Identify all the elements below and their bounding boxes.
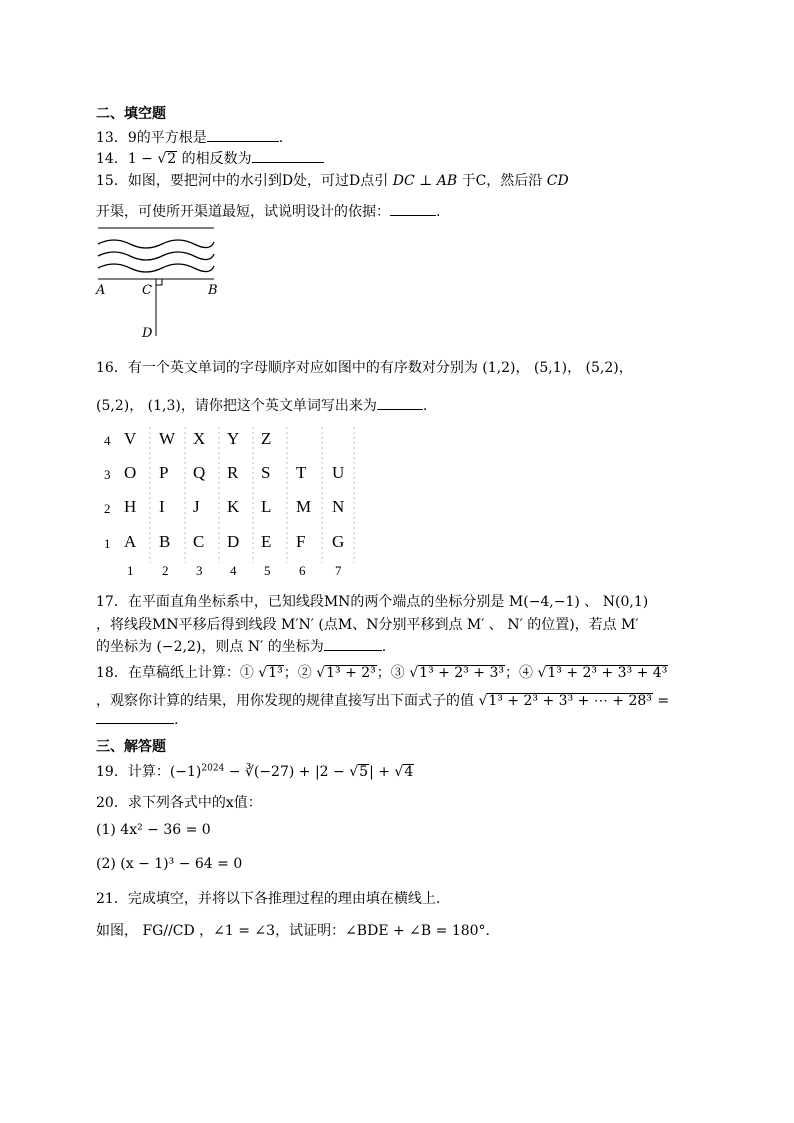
answer-blank[interactable] [377, 396, 423, 410]
grid-letter: U [332, 463, 345, 482]
answer-blank[interactable] [252, 149, 324, 163]
grid-letter: G [332, 532, 345, 551]
grid-letter: O [124, 463, 137, 482]
point-label-a: A [96, 283, 106, 298]
grid-letter: W [159, 429, 176, 448]
grid-y-label: 2 [104, 501, 111, 516]
point-label-b: B [208, 283, 218, 298]
grid-letter: J [193, 497, 200, 516]
grid-x-label: 5 [264, 563, 271, 578]
grid-letter: C [193, 532, 205, 551]
question-20-part1: (1) 4x² − 36 = 0 [96, 822, 211, 838]
grid-x-label: 4 [230, 563, 237, 578]
answer-blank[interactable] [324, 637, 382, 651]
grid-letter: N [332, 497, 345, 516]
question-14: 14．1 − √2 的相反数为 [96, 148, 324, 168]
section-heading-fill-blank: 二、填空题 [96, 106, 166, 122]
question-19: 19．计算：$(-1)^{2024}$ − ∛(−27) + |2 − √5| + √4 [96, 763, 414, 780]
question-13: 13．9的平方根是 . [96, 130, 284, 146]
question-21: 21．完成填空，并将以下各推理过程的理由填在横线上. [96, 891, 441, 907]
grid-letter: Q [193, 463, 206, 482]
grid-letter: A [124, 532, 137, 551]
grid-x-label: 1 [127, 563, 134, 578]
question-17-line2: ，将线段MN平移后得到线段 M′N′ (点M、N分别平移到点 M′ 、 N′ 的位置)，若点 M′ [96, 617, 639, 633]
grid-letter: L [261, 497, 272, 516]
grid-y-label: 4 [104, 433, 111, 448]
grid-x-label: 7 [335, 563, 342, 578]
question-18-line1: 18．在草稿纸上计算：① √1³；② √1³ + 2³；③ √1³ + 2³ + 3³；④ √1³ + 2³ + 3³ + 4³ [96, 665, 668, 681]
grid-letter: Y [227, 429, 240, 448]
grid-letter: X [193, 429, 206, 448]
grid-letter: V [124, 429, 137, 448]
grid-letter: R [227, 463, 239, 482]
grid-x-label: 6 [299, 563, 306, 578]
question-15-line2: 开渠，可使所开渠道最短，试说明设计的依据： . [96, 204, 441, 220]
question-15-line1: 15．如图，要把河中的水引到D处，可过D点引 DC ⊥ AB 于C，然后沿 CD [96, 173, 569, 189]
section-heading-answer: 三、解答题 [96, 739, 166, 755]
question-20: 20．求下列各式中的x值： [96, 795, 262, 811]
question-17-line3: 的坐标为 (−2,2)，则点 N′ 的坐标为 . [96, 639, 387, 655]
point-label-c: C [142, 283, 152, 298]
grid-letter: D [227, 532, 240, 551]
answer-blank[interactable] [207, 128, 279, 142]
grid-letter: P [159, 463, 169, 482]
grid-letter: B [159, 532, 171, 551]
answer-blank[interactable] [96, 710, 174, 724]
point-label-d: D [142, 326, 153, 341]
question-17-line1: 17．在平面直角坐标系中，已知线段MN的两个端点的坐标分别是 M(−4,−1) 、 N(0,1) [96, 594, 649, 610]
question-20-part2: (2) (x − 1)³ − 64 = 0 [96, 856, 243, 872]
grid-letter: K [227, 497, 240, 516]
question-21-line2: 如图， FG//CD ，∠1 = ∠3，试证明：∠BDE + ∠B = 180°. [96, 923, 490, 939]
grid-letter: S [261, 463, 271, 482]
answer-blank[interactable] [390, 202, 436, 216]
question-18-line2: ，观察你计算的结果，用你发现的规律直接写出下面式子的值 √1³ + 2³ + 3³ + ⋯ + 28³ = [96, 693, 670, 709]
grid-letter: F [296, 532, 306, 551]
grid-letter: E [261, 532, 272, 551]
grid-x-label: 3 [196, 563, 203, 578]
grid-letter: M [296, 497, 312, 516]
grid-letter: T [296, 463, 307, 482]
letter-coordinate-grid [96, 425, 366, 585]
grid-y-label: 3 [104, 467, 111, 482]
grid-letter: H [124, 497, 137, 516]
grid-letter: Z [261, 429, 272, 448]
question-16-line1: 16．有一个英文单词的字母顺序对应如图中的有序数对分别为 (1,2)， (5,1)， (5,2)， [96, 360, 633, 376]
grid-x-label: 2 [162, 563, 169, 578]
grid-letter: I [159, 497, 165, 516]
question-16-line2: (5,2)， (1,3)，请你把这个英文单词写出来为 . [96, 398, 428, 414]
question-18-line3: . [96, 710, 178, 728]
grid-y-label: 1 [104, 536, 111, 551]
